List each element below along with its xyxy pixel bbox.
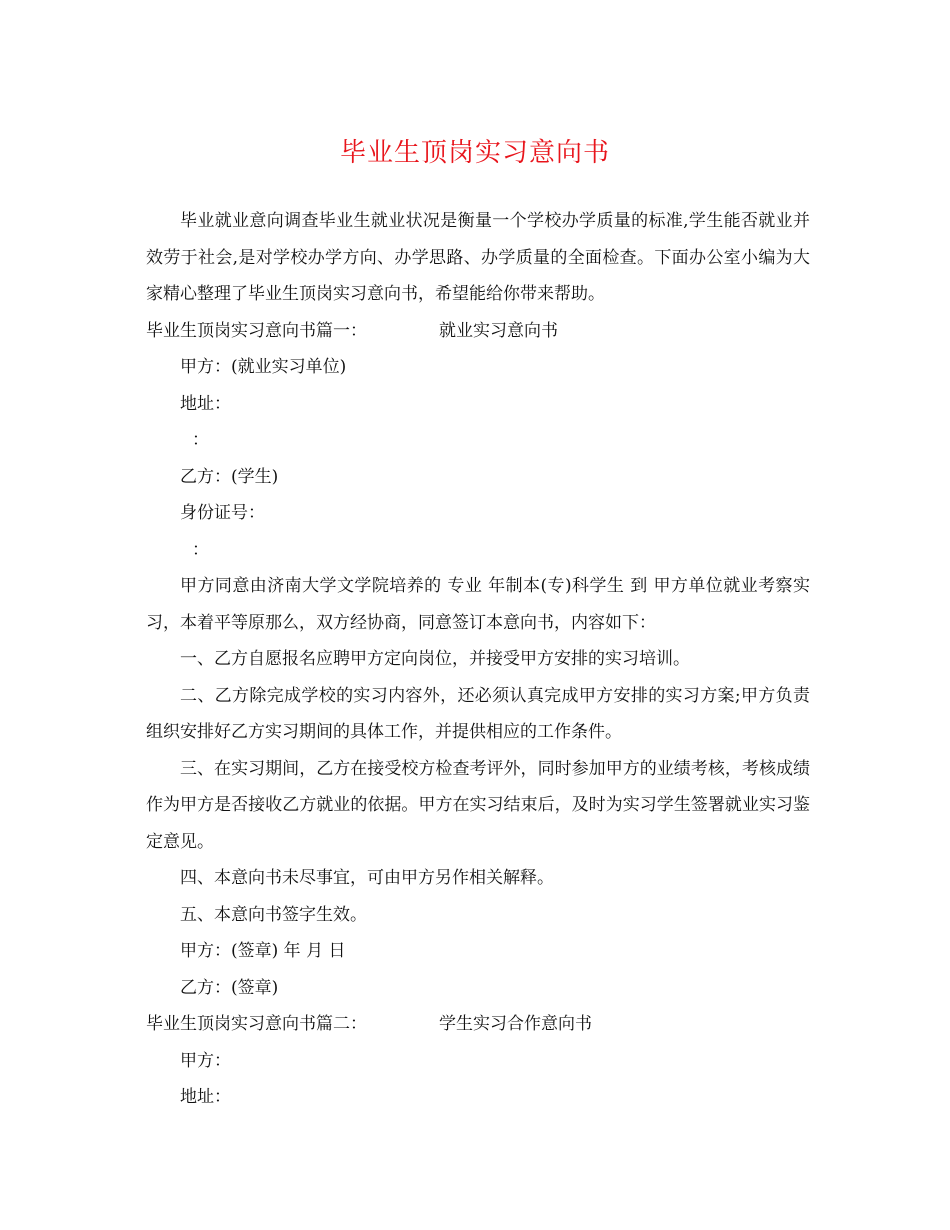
document-body <box>146 203 810 1116</box>
section2-party-a: 甲方： <box>180 1050 231 1071</box>
section1-sign-a: 甲方：(签章) 年 月 日 <box>180 941 346 961</box>
section2-address: 地址： <box>180 1087 231 1107</box>
section1-heading-left: 毕业生顶岗实习意向书篇一： <box>146 320 367 341</box>
section2-heading <box>146 1006 810 1043</box>
section1-heading <box>146 313 810 350</box>
section1-clause-4: 四、本意向书未尽事宜，可由甲方另作相关解释。 <box>180 868 554 888</box>
section2-heading-left: 毕业生顶岗实习意向书篇二： <box>146 1014 367 1034</box>
section1-colon-1: ： <box>192 430 209 450</box>
section1-party-a: 甲方：(就业实习单位) <box>180 357 347 377</box>
section1-heading-right: 就业实习意向书 <box>439 320 558 341</box>
intro-paragraph: 毕业就业意向调查毕业生就业状况是衡量一个学校办学质量的标准,学生能否就业并效劳于社会,是对学校办学方向、办学思路、办学质量的全面检查。下面办公室小编为大家精心整理了毕业生顶岗实习意向书，希望能给你带来帮助。 <box>146 211 810 304</box>
document-title: 毕业生顶岗实习意向书 <box>339 138 610 168</box>
section1-party-b: 乙方：(学生) <box>180 466 279 487</box>
section1-clause-2: 二、乙方除完成学校的实习内容外，还必须认真完成甲方安排的实习方案;甲方负责组织安排好乙方实习期间的具体工作，并提供相应的工作条件。 <box>146 685 810 742</box>
section1-clause-5: 五、本意向书签字生效。 <box>180 904 367 925</box>
section1-clause-3: 三、在实习期间，乙方在接受校方检查考评外，同时参加甲方的业绩考核，考核成绩作为甲方是否接收乙方就业的依据。甲方在实习结束后，及时为实习学生签署就业实习鉴定意见。 <box>146 758 810 852</box>
section1-colon-2: ： <box>192 539 209 560</box>
section1-agreement: 甲方同意由济南大学文学院培养的 专业 年制本(专)科学生 到 甲方单位就业考察实习，本着平等原那么，双方经协商，同意签订本意向书，内容如下： <box>146 576 810 633</box>
section2-heading-right: 学生实习合作意向书 <box>439 1014 592 1034</box>
section1-clause-1: 一、乙方自愿报名应聘甲方定向岗位，并接受甲方安排的实习培训。 <box>180 649 690 669</box>
section1-id-number: 身份证号： <box>180 503 265 523</box>
section1-sign-b: 乙方：(签章) <box>180 977 279 998</box>
section1-address: 地址： <box>180 393 231 414</box>
